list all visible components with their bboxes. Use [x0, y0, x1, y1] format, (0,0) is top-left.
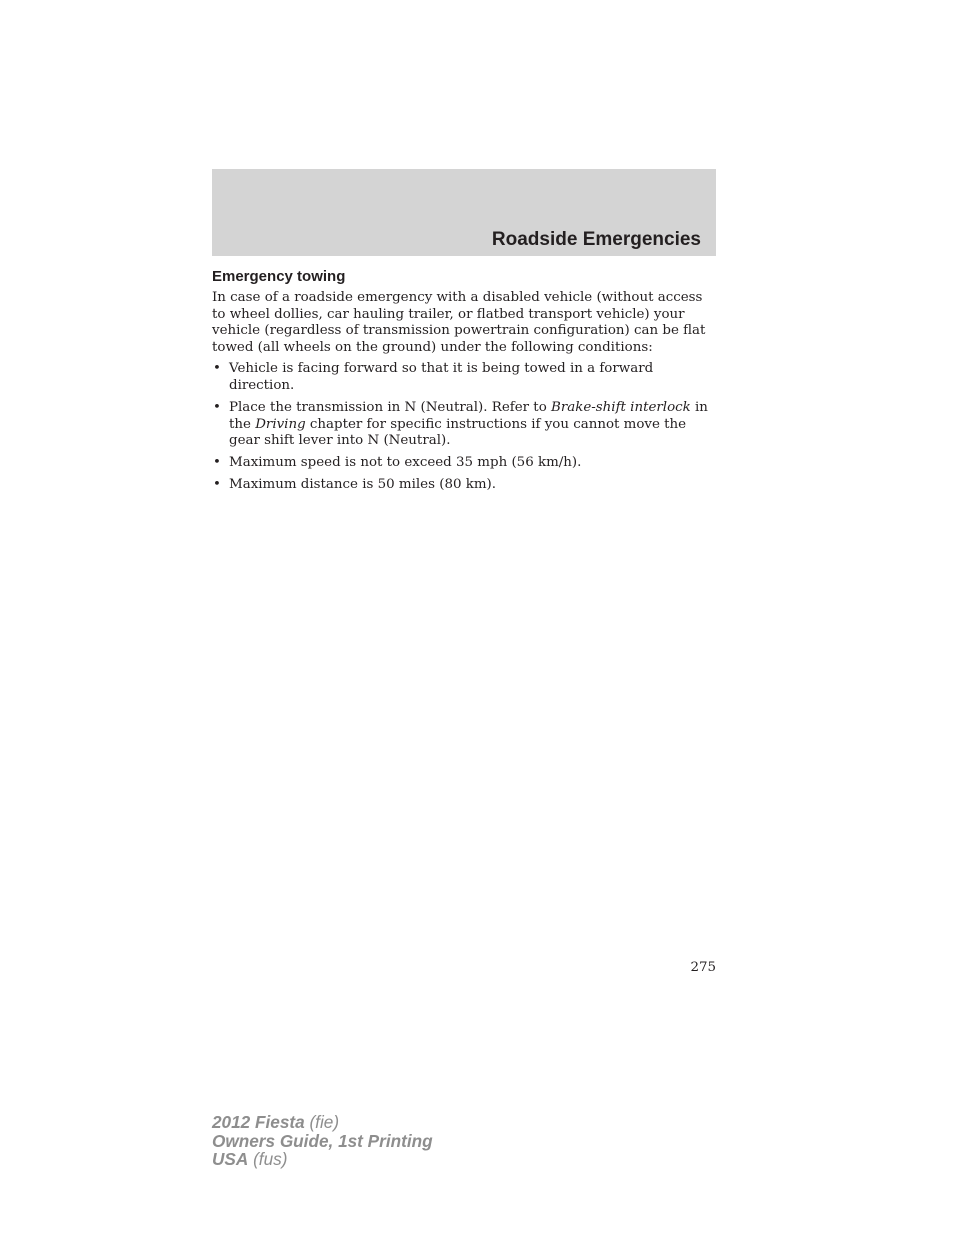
list-item-text: chapter for specific instructions if you cannot move the gear shift lever into N (Neutral).: [229, 416, 687, 449]
bullet-icon: •: [213, 361, 221, 377]
footer-model-name: 2012 Fiesta: [212, 1112, 305, 1132]
conditions-list: [212, 361, 718, 493]
footer-line-printing: Owners Guide, 1st Printing: [212, 1130, 433, 1151]
list-item-text: Vehicle is facing forward so that it is being towed in a forward direction.: [229, 361, 654, 393]
list-item-text: Maximum distance is 50 miles (80 km).: [229, 477, 497, 493]
cross-reference-driving-chapter: Driving: [255, 416, 306, 432]
bullet-icon: •: [213, 455, 221, 471]
list-item: [212, 361, 718, 394]
footer-line-market: [212, 1150, 433, 1169]
list-item-text: in the: [229, 399, 708, 432]
intro-paragraph: In case of a roadside emergency with a disabled vehicle (without access to wheel dollies, car hauling trailer, or flatbed transport vehicle) your vehicle (regardless of transmission powertrain configuration) can be flat towed (all wheels on the ground) under the following conditions:: [212, 290, 706, 355]
list-item-text: Maximum speed is not to exceed 35 mph (56 km/h).: [229, 455, 582, 471]
footer-market-code: (fus): [248, 1149, 288, 1169]
list-item: [212, 400, 718, 450]
footer-market-name: USA: [212, 1149, 249, 1169]
footer-line-model: [212, 1113, 433, 1132]
list-item-text: Place the transmission in N (Neutral). Refer to: [229, 399, 552, 415]
page-content: [212, 267, 718, 499]
chapter-header-band: [212, 169, 716, 256]
bullet-icon: •: [213, 399, 221, 415]
bullet-icon: •: [213, 477, 221, 493]
list-item: [212, 477, 718, 494]
cross-reference-brake-shift-interlock: Brake-shift interlock: [551, 399, 691, 415]
section-heading: Emergency towing: [212, 268, 346, 285]
chapter-title: Roadside Emergencies: [491, 229, 701, 250]
document-footer: [212, 1113, 433, 1169]
list-item: [212, 455, 718, 472]
page-number: 275: [690, 960, 716, 975]
footer-model-code: (fie): [304, 1112, 340, 1132]
